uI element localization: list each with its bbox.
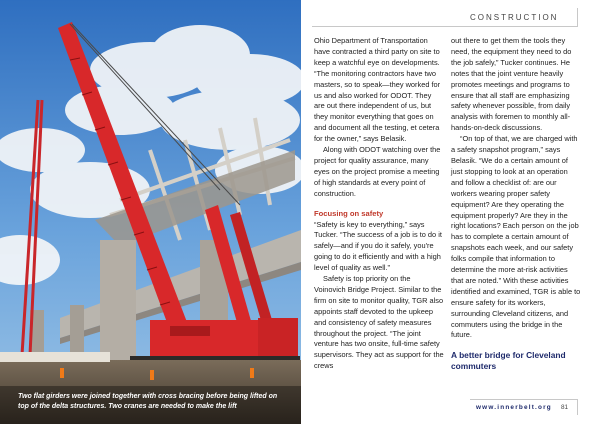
- paragraph: Safety is top priority on the Voinovich Bridge Project. Similar to the firm on site to monitor quality, TGR also appoints staff devoted to the upkeep and consistency of safety measures throughout the project. “The joint venture has two onsite, full-time safety supervisors. They act as support for the crews: [314, 274, 444, 371]
- crane-body: [150, 320, 260, 358]
- subheading-commuters: A better bridge for Cleveland commuters: [451, 350, 566, 372]
- footer-divider: [470, 399, 578, 400]
- photo-caption: Two flat girders were joined together with cross bracing before being lifted on top of the delta structures. Two cranes are needed to make the lift: [18, 393, 278, 410]
- bridge-pier: [100, 240, 136, 360]
- header-tick: [577, 8, 578, 27]
- paragraph: “Safety is key to everything,” says Tucker. “The success of a job is to do it safely—and if you do it safely, you're going to do it efficiently and with a high level of quality as well.”: [314, 219, 442, 273]
- article-column-1: [314, 36, 444, 372]
- paragraph: Ohio Department of Transportation have contracted a third party on site to keep a watchful eye on developments. “The monitoring contractors have two masters, so to speak—they worked for us and also worked for ODOT. They are out there independent of us, but they monitor everything that goes on and document all the testing, et cetera for the owner,” says Belasik.: [314, 36, 441, 144]
- paragraph: “On top of that, we are charged with a safety snapshot program,” says Belasik. “We do a certain amount of just stopping to look at an operation and follow a checklist of: are our workers wearing proper safety equipment? Are they operating the equipment properly? Are they in the right locations? Each person on the job has to complete a certain amount of snapshots each week, and our safety folks compile that information to determine the more at-risk activities that are noted.” With these activities identified and examined, TGR is able to ensure safety for its workers, surrounding Cleveland citizens, and commuters using the bridge in the future.: [451, 134, 581, 340]
- header-divider: [312, 26, 578, 27]
- paragraph: Along with ODOT watching over the project for quality assurance, many eyes on the project promise a meeting of high standards at every point of construction.: [314, 145, 441, 198]
- footer-url[interactable]: www.innerbelt.org: [476, 404, 552, 411]
- footer-tick: [577, 399, 578, 415]
- page-number: 81: [561, 404, 569, 411]
- subheading-safety: Focusing on safety: [314, 208, 384, 218]
- article-column-2: [451, 36, 581, 372]
- section-label: CONSTRUCTION: [470, 13, 559, 22]
- paragraph: out there to get them the tools they need, the equipment they need to do the job safely,” Tucker continues. He notes that the joint venture heavily promotes meetings and programs to ensure that all staff are emphasizing safety whenever possible, from daily analysis with foremen to monthly all-hands-on-deck discussions.: [451, 36, 572, 133]
